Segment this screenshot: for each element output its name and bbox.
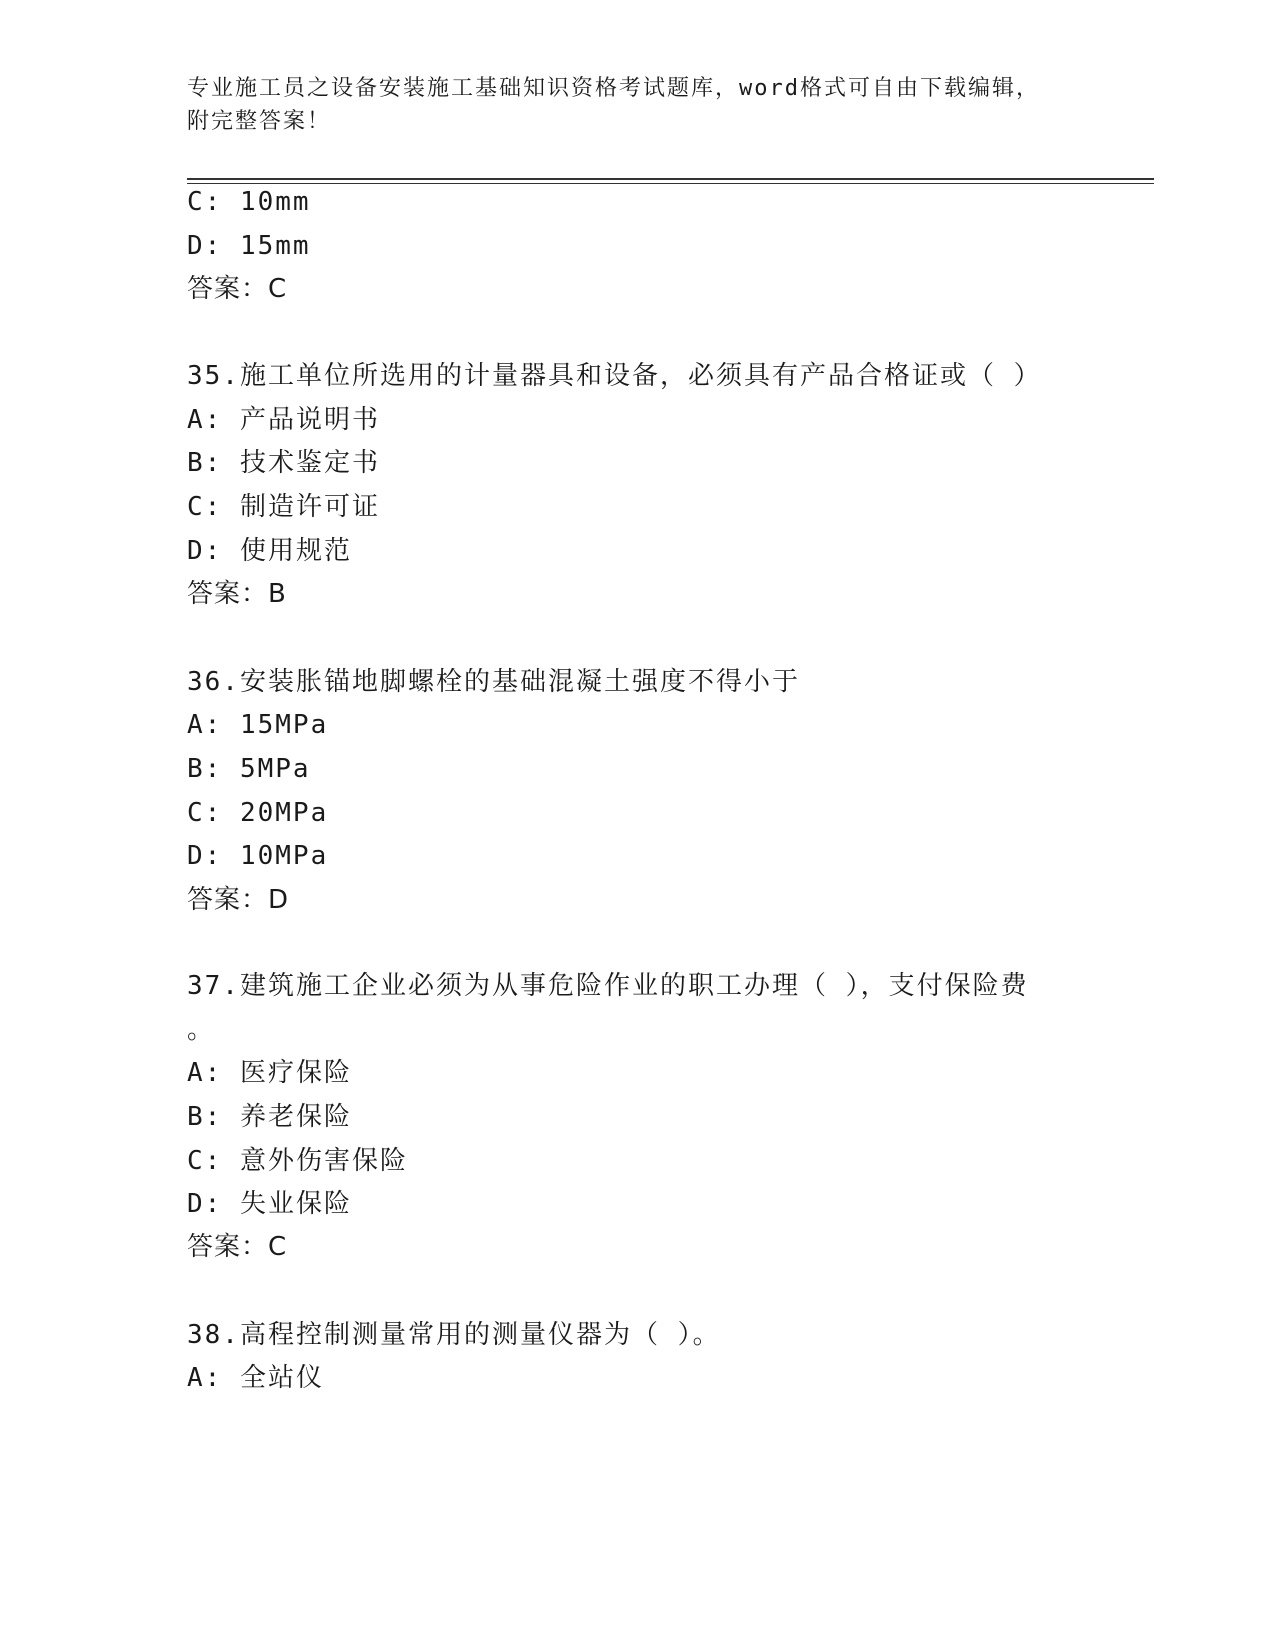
q37-stem: 37.建筑施工企业必须为从事危险作业的职工办理（ ），支付保险费	[187, 971, 1029, 1001]
q35-option-a: A: 产品说明书	[187, 405, 380, 435]
header-line-2: 附完整答案！	[187, 109, 332, 134]
q36-option-c: C: 20MPa	[187, 798, 329, 828]
q37-option-a: A: 医疗保险	[187, 1058, 352, 1088]
q35-stem: 35.施工单位所选用的计量器具和设备，必须具有产品合格证或（ ）	[187, 361, 1042, 391]
header-line-1: 专业施工员之设备安装施工基础知识资格考试题库，word格式可自由下载编辑，	[187, 76, 1040, 101]
q36-answer: 答案：D	[187, 885, 290, 915]
q38-stem: 38.高程控制测量常用的测量仪器为（ ）。	[187, 1320, 721, 1350]
q37-option-b: B: 养老保险	[187, 1102, 352, 1132]
q37-answer: 答案：C	[187, 1232, 288, 1262]
q36-option-b: B: 5MPa	[187, 754, 311, 784]
q35-option-c: C: 制造许可证	[187, 492, 380, 522]
document-header	[187, 72, 1087, 138]
header-divider-thin	[187, 183, 1154, 184]
q36-stem: 36.安装胀锚地脚螺栓的基础混凝土强度不得小于	[187, 667, 800, 697]
q34-answer: 答案：C	[187, 274, 288, 304]
q36-option-d: D: 10MPa	[187, 841, 329, 871]
header-divider-thick	[187, 178, 1154, 180]
q38-option-a: A: 全站仪	[187, 1363, 324, 1393]
q35-option-d: D: 使用规范	[187, 536, 352, 566]
q35-answer: 答案：B	[187, 579, 287, 609]
q37-option-d: D: 失业保险	[187, 1189, 352, 1219]
q36-option-a: A: 15MPa	[187, 710, 329, 740]
q37-stem-continuation: 。	[187, 1015, 216, 1045]
q34-option-d: D: 15mm	[187, 231, 311, 261]
q37-option-c: C: 意外伤害保险	[187, 1146, 408, 1176]
q34-option-c: C: 10mm	[187, 187, 311, 217]
q35-option-b: B: 技术鉴定书	[187, 448, 380, 478]
